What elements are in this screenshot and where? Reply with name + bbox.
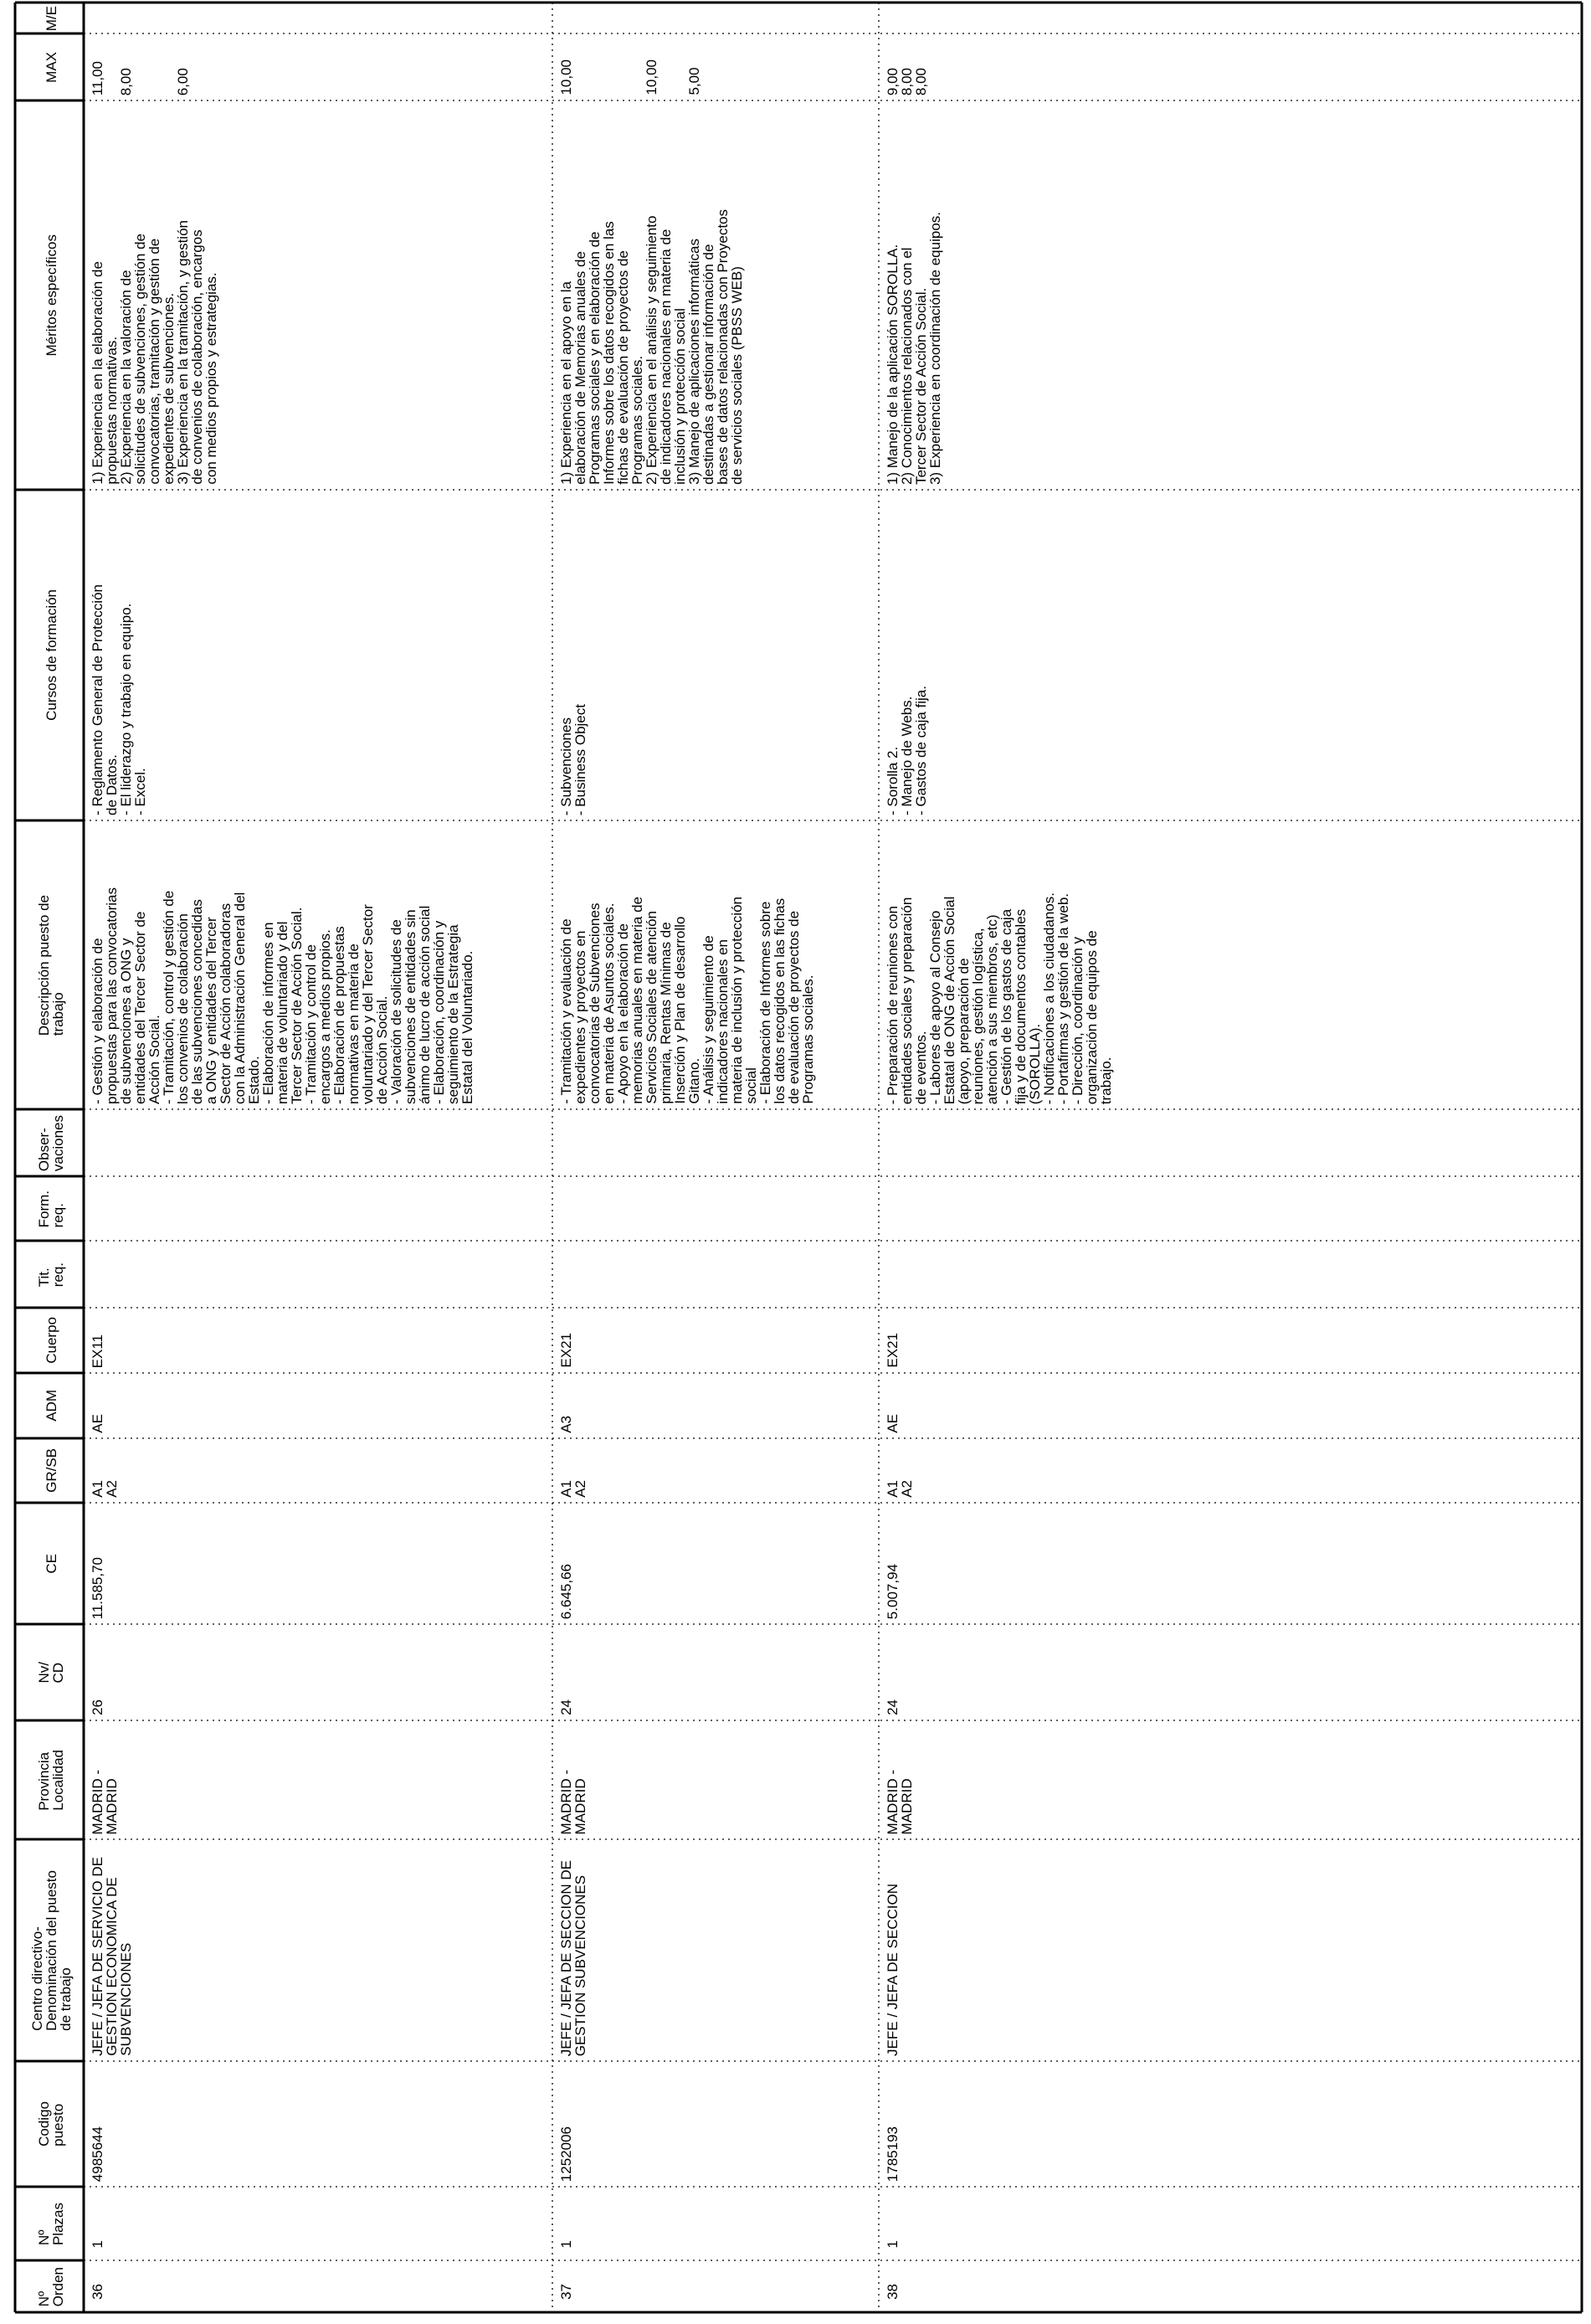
cell-max: 11,00 8,00 6,00 [90, 61, 191, 96]
cell-cursos: - Subvenciones - Business Object [558, 704, 588, 816]
cell-meritos: 1) Manejo de la aplicación SOROLLA. 2) Conocimientos relacionados con el Tercer Sector de Acción Social. 3) Experiencia en coordinación de equipos. [885, 212, 943, 486]
cell-desc: - Gestión y elaboración de propuestas para las convocatorias de subvenciones a ONG y entidades del Tercer Sector de Acción Social. - Tramitación, control y gestión de los convenios de colaboración de las subvenciones concedidas a ONG y entidades del Tercer Sector de Acción colaboradoras con la Administración General del Estado. - Elaboración de informes en materia de voluntariado y del Tercer Sector de Acción Social. - Tramitación y control de encargos a medios propios. - Elaboración de propuestas normativas en materia de voluntariado y del Tercer Sector de Acción Social. - Valoración de solicitudes de subvenciones de entidades sin ánimo de lucro de acción social - Elaboración, coordinación y seguimiento de la Estrategia Estatal del Voluntariado. [90, 887, 475, 1104]
header-adm: ADM [43, 1390, 59, 1422]
header-orden: Nº Orden [36, 2266, 66, 2306]
cell-adm: AE [885, 1414, 901, 1433]
cell-ce: 11.585,70 [90, 1557, 105, 1620]
cell-plazas: 1 [885, 2240, 901, 2249]
cell-provincia: MADRID - MADRID [90, 1770, 120, 1835]
cell-provincia: MADRID - MADRID [885, 1770, 915, 1835]
cell-orden: 36 [90, 2284, 105, 2300]
cell-meritos: 1) Experiencia en el apoyo en la elaboración de Memorias anuales de Programas sociales y en elaboración de Informes sobre los datos recogidos en las fichas de evaluación de proyectos de Programas sociales. 2) Experiencia en el análisis y seguimiento de indicadores nacionales en materia de inclusión y protección social 3) Manejo de aplicaciones informáticas destinadas a gestionar información de bases de datos relacionadas con Proyectos de servicios sociales (PBSS WEB) [558, 209, 745, 485]
cell-plazas: 1 [558, 2240, 574, 2249]
cell-nivel: 24 [885, 1699, 901, 1715]
cell-cursos: - Sorolla 2. - Manejo de Webs. - Gastos de caja fija. [885, 686, 929, 815]
cell-desc: - Tramitación y evaluación de expedientes y proyectos en convocatorias de Subvenciones en materia de Asuntos sociales. - Apoyo en la elaboración de memorias anuales en materia de Servicios Sociales de atención primaria, Rentas Mínimas de Inserción y Plan de desarrollo Gitano. - Análisis y seguimiento de indicadores nacionales en materia de inclusión y protección social - Elaboración de Informes sobre los datos recogidos en las fichas de evaluación de proyectos de Programas sociales. [558, 897, 816, 1104]
cell-grsb: A1 A2 [558, 1480, 588, 1498]
cell-codigo: 1252006 [558, 2126, 574, 2183]
cell-plazas: 1 [90, 2240, 105, 2249]
header-max: MAX [43, 51, 59, 83]
cell-centro: JEFE / JEFA DE SERVICIO DE GESTION ECONOMICA DE SUBVENCIONES [90, 1857, 134, 2056]
cell-max: 9,00 8,00 8,00 [885, 68, 929, 96]
cell-centro: JEFE / JEFA DE SECCION DE GESTION SUBVENCIONES [558, 1860, 588, 2057]
header-grsb: GR/SB [43, 1448, 59, 1493]
cell-cuerpo: EX21 [558, 1333, 574, 1368]
cell-cuerpo: EX21 [885, 1333, 901, 1368]
cell-orden: 37 [558, 2284, 574, 2300]
header-meritos: Méritos específicos [43, 234, 59, 356]
cell-codigo: 1785193 [885, 2126, 901, 2183]
header-form: Form. req. [36, 1190, 66, 1227]
header-ce: CE [43, 1553, 59, 1574]
cell-cuerpo: EX11 [90, 1334, 105, 1369]
cell-ce: 6.645,66 [558, 1564, 574, 1620]
cell-codigo: 4985644 [90, 2126, 105, 2183]
header-me: M/E [43, 5, 59, 31]
cell-adm: A3 [558, 1416, 574, 1433]
header-cursos: Cursos de formación [43, 589, 59, 721]
cell-cursos: - Reglamento General de Protección de Datos. - El liderazgo y trabajo en equipo. - Excel. [90, 584, 148, 815]
header-plazas: Nº Plazas [36, 2202, 66, 2245]
cell-grsb: A1 A2 [90, 1480, 120, 1498]
header-centro: Centro directivo- Denominación del puesto de trabajo [28, 1869, 74, 2031]
header-nivel: Nv/ CD [36, 1661, 66, 1683]
cell-orden: 38 [885, 2284, 901, 2300]
header-codigo: Codigo puesto [36, 2101, 66, 2147]
header-tit: Tit. req. [36, 1262, 66, 1287]
header-provincia: Provincia Localidad [36, 1749, 66, 1811]
cell-provincia: MADRID - MADRID [558, 1770, 588, 1835]
header-desc: Descripción puesto de trabajo [36, 894, 66, 1036]
cell-grsb: A1 A2 [885, 1480, 915, 1498]
cell-adm: AE [90, 1414, 105, 1433]
cell-ce: 5.007,94 [885, 1564, 901, 1620]
cell-meritos: 1) Experiencia en la elaboración de propuestas normativas. 2) Experiencia en la valoración de solicitudes de subvenciones, gestión de convocatorias, tramitación y gestión de expedientes de subvenciones. 3) Experiencia en la tramitación, y gestión de convenios de colaboración, encargos con medios propios y estrategias. [90, 220, 219, 485]
cell-desc: - Preparación de reuniones con entidades sociales y preparación de eventos. - Labores de apoyo al Consejo Estatal de ONG de Acción Social (apoyo, preparación de reuniones, gestión logística, atención a sus miembros, etc) - Gestión de los gastos de caja fija y de documentos contables (SOROLLA). - Notificaciones a los ciudadanos. - Portafirmas y gestión de la web. - Dirección, coordinación y organización de equipos de trabajo. [885, 892, 1114, 1105]
header-obs: Obser- vaciones [36, 1114, 66, 1171]
cell-nivel: 24 [558, 1699, 574, 1715]
cell-centro: JEFE / JEFA DE SECCION [885, 1884, 901, 2056]
cell-nivel: 26 [90, 1699, 105, 1715]
header-cuerpo: Cuerpo [43, 1317, 59, 1364]
cell-max: 10,00 10,00 5,00 [558, 59, 702, 95]
